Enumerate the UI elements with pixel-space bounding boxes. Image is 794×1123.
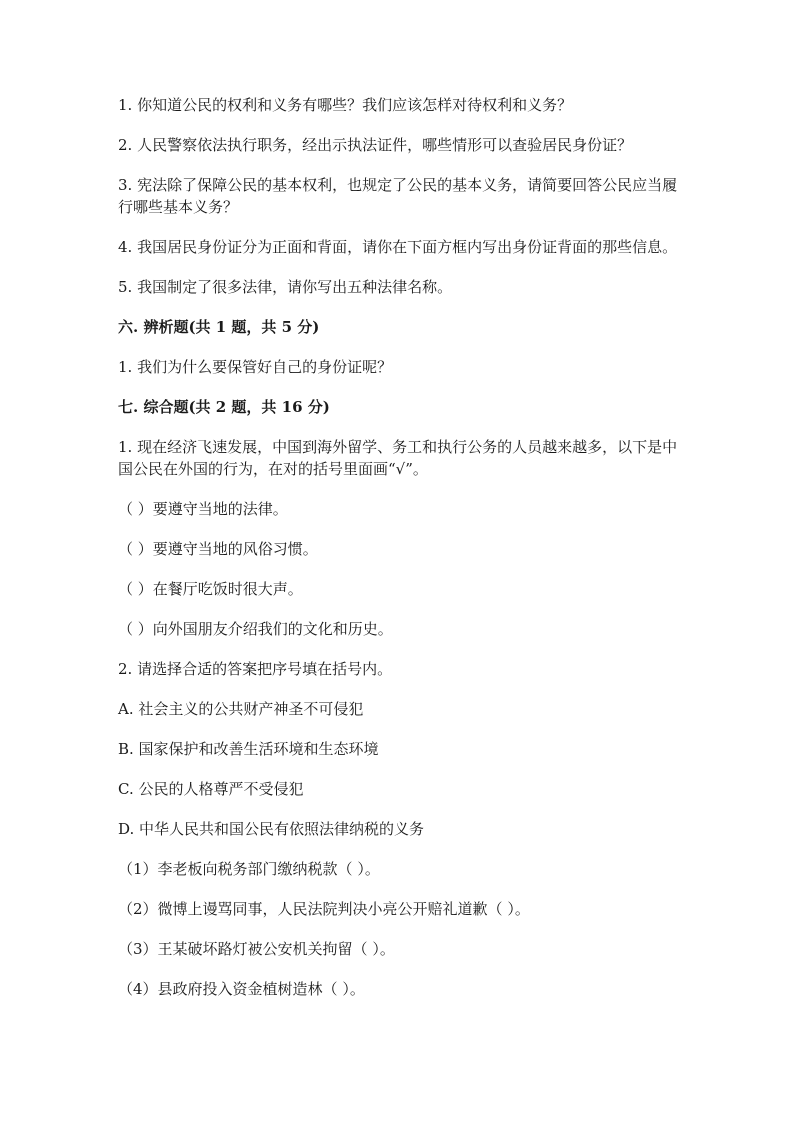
question-7-2-item: （2）微博上谩骂同事，人民法院判决小亮公开赔礼道歉（ ）。 <box>118 900 530 918</box>
question-7-2-option-c: C. 公民的人格尊严不受侵犯 <box>118 780 304 798</box>
question-5-5: 5. 我国制定了很多法律，请你写出五种法律名称。 <box>118 278 453 296</box>
question-7-2-option-d: D. 中华人民共和国公民有依照法律纳税的义务 <box>118 820 425 838</box>
question-6-1: 1. 我们为什么要保管好自己的身份证呢？ <box>118 358 393 376</box>
question-7-2-item: （3）王某破坏路灯被公安机关拘留（ ）。 <box>118 940 395 958</box>
question-5-4: 4. 我国居民身份证分为正面和背面，请你在下面方框内写出身份证背面的那些信息。 <box>118 238 678 256</box>
question-7-1-item: （ ）向外国朋友介绍我们的文化和历史。 <box>118 620 393 638</box>
document-page <box>118 94 678 1000</box>
question-7-1-item: （ ）要遵守当地的法律。 <box>118 500 288 518</box>
question-7-2-item: （1）李老板向税务部门缴纳税款（ ）。 <box>118 860 380 878</box>
question-5-3: 3. 宪法除了保障公民的基本权利，也规定了公民的基本义务，请简要回答公民应当履行哪些基本义务？ <box>118 176 678 216</box>
section-7-heading: 七. 综合题(共 2 题，共 16 分) <box>118 398 330 416</box>
question-5-1: 1. 你知道公民的权利和义务有哪些？我们应该怎样对待权利和义务？ <box>118 96 573 114</box>
question-7-1-item: （ ）在餐厅吃饭时很大声。 <box>118 580 303 598</box>
question-7-2: 2. 请选择合适的答案把序号填在括号内。 <box>118 660 393 678</box>
section-6-heading: 六. 辨析题(共 1 题，共 5 分) <box>118 318 320 336</box>
question-5-2: 2. 人民警察依法执行职务，经出示执法证件，哪些情形可以查验居民身份证？ <box>118 136 633 154</box>
question-7-2-option-a: A. 社会主义的公共财产神圣不可侵犯 <box>118 700 364 718</box>
question-7-2-item: （4）县政府投入资金植树造林（ ）。 <box>118 980 365 998</box>
question-7-2-option-b: B. 国家保护和改善生活环境和生态环境 <box>118 740 379 758</box>
question-7-1-item: （ ）要遵守当地的风俗习惯。 <box>118 540 318 558</box>
question-7-1: 1. 现在经济飞速发展，中国到海外留学、务工和执行公务的人员越来越多，以下是中国公民在外国的行为，在对的括号里面画“√”。 <box>118 438 678 478</box>
